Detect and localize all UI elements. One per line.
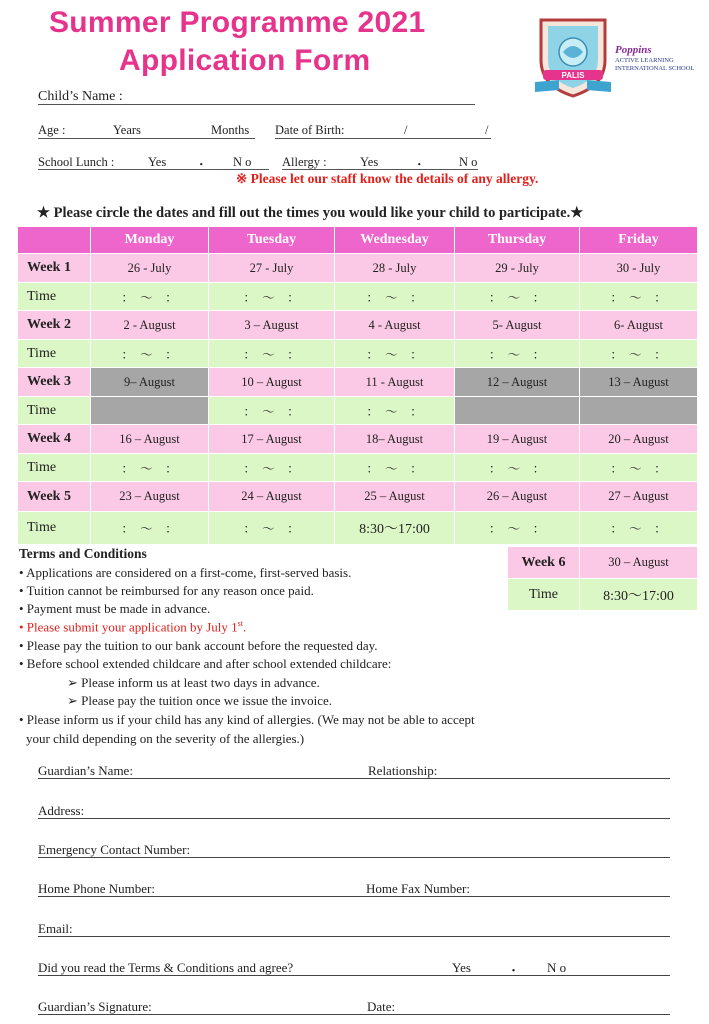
time-label: Time: [18, 340, 91, 368]
child-name-field[interactable]: [38, 104, 475, 105]
lunch-no-option[interactable]: N o: [233, 155, 252, 169]
option-separator: ・: [413, 158, 426, 172]
time-field-unavailable: [455, 397, 580, 425]
week-row: [18, 425, 698, 454]
terms-item: • Applications are considered on a first-come, first-served basis.: [19, 565, 352, 580]
lunch-line: [38, 169, 269, 170]
time-field[interactable]: ： ～ ：: [580, 454, 698, 482]
dob-separator: /: [404, 123, 408, 137]
terms-heading: Terms and Conditions: [19, 546, 147, 561]
date-cell-unavailable: 9– August: [91, 368, 209, 397]
time-row: [18, 340, 698, 368]
fixed-time-cell: 8:30～17:00: [335, 512, 455, 545]
date-cell[interactable]: 10 – August: [209, 368, 335, 397]
date-cell[interactable]: 29 - July: [455, 254, 580, 283]
day-header: Wednesday: [335, 227, 455, 254]
schedule-header-row: [18, 227, 698, 254]
schedule-table: [17, 226, 698, 545]
date-cell[interactable]: 19 – August: [455, 425, 580, 454]
guardian-name-label: Guardian’s Name:: [38, 763, 133, 778]
time-label: Time: [18, 512, 91, 545]
option-separator: ・: [195, 158, 208, 172]
time-field[interactable]: ： ～ ：: [335, 397, 455, 425]
phone-fax-field[interactable]: [38, 896, 670, 897]
time-row: [18, 283, 698, 311]
time-row: [18, 454, 698, 482]
time-field[interactable]: ： ～ ：: [209, 340, 335, 368]
dob-field[interactable]: [275, 138, 491, 139]
date-cell-unavailable: 12 – August: [455, 368, 580, 397]
time-field[interactable]: ： ～ ：: [209, 397, 335, 425]
address-label: Address:: [38, 803, 85, 818]
date-cell[interactable]: 27 - July: [209, 254, 335, 283]
time-field[interactable]: ： ～ ：: [209, 454, 335, 482]
time-row: [18, 397, 698, 425]
week-row: [18, 254, 698, 283]
agree-question: Did you read the Terms & Conditions and agree?: [38, 960, 294, 975]
time-field-unavailable: [91, 397, 209, 425]
date-cell[interactable]: 4 - August: [335, 311, 455, 340]
school-lunch-label: School Lunch :: [38, 155, 115, 169]
home-phone-label: Home Phone Number:: [38, 881, 155, 896]
time-field[interactable]: ： ～ ：: [580, 283, 698, 311]
terms-item: • Please pay the tuition to our bank account before the requested day.: [19, 638, 378, 653]
day-header: Friday: [580, 227, 698, 254]
day-header: Monday: [91, 227, 209, 254]
form-title-line1: Summer Programme 2021: [49, 6, 426, 39]
week-label: Week 5: [18, 482, 91, 512]
week-row: [18, 368, 698, 397]
logo-school-line1: ACTIVE LEARNING: [615, 57, 674, 64]
time-field[interactable]: ： ～ ：: [209, 283, 335, 311]
terms-subitem: ➢ Please inform us at least two days in advance.: [67, 675, 320, 690]
email-field[interactable]: [38, 936, 670, 937]
time-field[interactable]: ： ～ ：: [335, 454, 455, 482]
time-field[interactable]: ： ～ ：: [455, 283, 580, 311]
week-label: Week 4: [18, 425, 91, 454]
terms-item: • Payment must be made in advance.: [19, 601, 211, 616]
agree-line: [38, 975, 670, 976]
date-cell[interactable]: 2 - August: [91, 311, 209, 340]
time-field[interactable]: ： ～ ：: [580, 512, 698, 545]
agree-yes-option[interactable]: Yes: [452, 960, 471, 975]
date-cell[interactable]: 30 - July: [580, 254, 698, 283]
date-cell[interactable]: 5- August: [455, 311, 580, 340]
years-label: Years: [113, 123, 141, 137]
date-cell[interactable]: 18– August: [335, 425, 455, 454]
date-cell[interactable]: 26 - July: [91, 254, 209, 283]
time-field[interactable]: ： ～ ：: [209, 512, 335, 545]
time-label: Time: [508, 579, 580, 611]
school-logo: [533, 14, 703, 100]
header-blank-cell: [18, 227, 91, 254]
dob-label: Date of Birth:: [275, 123, 345, 137]
home-fax-label: Home Fax Number:: [366, 881, 470, 896]
email-label: Email:: [38, 921, 73, 936]
time-label: Time: [18, 397, 91, 425]
time-field[interactable]: ： ～ ：: [335, 283, 455, 311]
week-label: Week 6: [508, 547, 580, 579]
lunch-yes-option[interactable]: Yes: [148, 155, 167, 169]
time-field[interactable]: ： ～ ：: [91, 340, 209, 368]
allergy-line: [282, 169, 478, 170]
allergy-label: Allergy :: [282, 155, 327, 169]
time-field[interactable]: ： ～ ：: [91, 512, 209, 545]
emergency-contact-field[interactable]: [38, 857, 670, 858]
signature-label: Guardian’s Signature:: [38, 999, 152, 1014]
logo-brand: Poppins: [615, 44, 652, 56]
time-field[interactable]: ： ～ ：: [455, 512, 580, 545]
date-cell[interactable]: 27 – August: [580, 482, 698, 512]
relationship-label: Relationship:: [368, 763, 438, 778]
time-field[interactable]: ： ～ ：: [91, 283, 209, 311]
date-cell[interactable]: 11 - August: [335, 368, 455, 397]
terms-item-continued: your child depending on the severity of the allergies.): [26, 731, 305, 746]
months-label: Months: [211, 123, 250, 137]
emergency-contact-label: Emergency Contact Number:: [38, 842, 191, 857]
time-label: Time: [18, 454, 91, 482]
week-label: Week 1: [18, 254, 91, 283]
time-field[interactable]: ： ～ ：: [91, 454, 209, 482]
date-cell-unavailable: 13 – August: [580, 368, 698, 397]
address-field[interactable]: [38, 818, 670, 819]
week-label: Week 2: [18, 311, 91, 340]
date-cell[interactable]: 16 – August: [91, 425, 209, 454]
date-cell[interactable]: 17 – August: [209, 425, 335, 454]
week6-table: [507, 546, 698, 611]
school-crest-icon: [533, 14, 613, 100]
option-separator: ・: [507, 963, 521, 978]
logo-school-line2: INTERNATIONAL SCHOOL: [615, 65, 695, 72]
svg-text:PALIS: PALIS: [561, 71, 585, 80]
signature-field[interactable]: [38, 1014, 670, 1015]
allergy-yes-option[interactable]: Yes: [360, 155, 379, 169]
date-cell[interactable]: 23 – August: [91, 482, 209, 512]
day-header: Thursday: [455, 227, 580, 254]
date-cell[interactable]: 20 – August: [580, 425, 698, 454]
time-field-unavailable: [580, 397, 698, 425]
age-label: Age :: [38, 123, 66, 137]
terms-item: • Tuition cannot be reimbursed for any reason once paid.: [19, 583, 314, 598]
age-field[interactable]: [38, 138, 255, 139]
day-header: Tuesday: [209, 227, 335, 254]
date-cell[interactable]: 28 - July: [335, 254, 455, 283]
week-row: [18, 482, 698, 512]
time-label: Time: [18, 283, 91, 311]
date-cell[interactable]: 3 – August: [209, 311, 335, 340]
week-label: Week 3: [18, 368, 91, 397]
guardian-name-field[interactable]: [38, 778, 670, 779]
date-cell[interactable]: 24 – August: [209, 482, 335, 512]
date-cell[interactable]: 30 – August: [580, 547, 698, 579]
time-field[interactable]: ： ～ ：: [455, 454, 580, 482]
week-row: [18, 311, 698, 340]
agree-no-option[interactable]: N o: [547, 960, 567, 975]
form-title-line2: Application Form: [119, 44, 371, 77]
terms-deadline-item: • Please submit your application by July 1st.: [19, 619, 247, 635]
terms-subitem: ➢ Please pay the tuition once we issue the invoice.: [67, 693, 333, 708]
time-field[interactable]: ： ～ ：: [580, 340, 698, 368]
date-cell[interactable]: 26 – August: [455, 482, 580, 512]
time-field[interactable]: ： ～ ：: [335, 340, 455, 368]
allergy-note: ※ Please let our staff know the details of any allergy.: [236, 171, 539, 186]
date-cell[interactable]: 25 – August: [335, 482, 455, 512]
time-row: [18, 512, 698, 545]
fixed-time-cell: 8:30～17:00: [580, 579, 698, 611]
date-cell[interactable]: 6- August: [580, 311, 698, 340]
time-field[interactable]: ： ～ ：: [455, 340, 580, 368]
date-label: Date:: [367, 999, 396, 1014]
terms-item: • Before school extended childcare and after school extended childcare:: [19, 656, 392, 671]
allergy-no-option[interactable]: N o: [459, 155, 478, 169]
dob-separator: /: [485, 123, 489, 137]
child-name-label: Child’s Name :: [38, 89, 123, 104]
terms-item: • Please inform us if your child has any kind of allergies. (We may not be able to accept: [19, 712, 475, 727]
instruction-text: ★ Please circle the dates and fill out the times you would like your child to participate.★: [37, 205, 584, 221]
